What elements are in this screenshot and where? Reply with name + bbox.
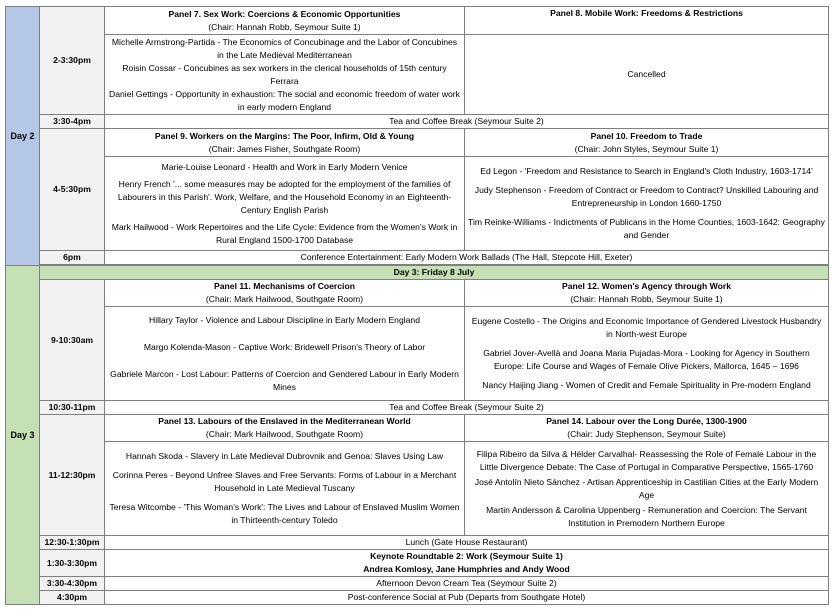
panel-title: Panel 11. Mechanisms of Coercion xyxy=(214,281,355,291)
time-slot: 6pm xyxy=(40,251,105,265)
talk: Gabriel Jover-Avellà and Joana Maria Pujadas-Mora - Looking for Agency in Southern Europe: Life Course and Wages of Female Olive Pickers, Mallorca, 1645 – 1696 xyxy=(483,348,810,371)
talk: Hannah Skoda - Slavery in Late Medieval Dubrovnik and Genoa: Slaves Using Law xyxy=(125,451,444,461)
programme-table xyxy=(5,6,829,605)
talk: Gabriele Marcon - Lost Labour: Patterns of Coercion and Gendered Labour in Early Modern Mines xyxy=(110,368,459,392)
talk: Judy Stephenson - Freedom of Contract or Freedom to Contract? Unskilled Labouring and Entrepreneurship in London 1660-1750 xyxy=(474,185,819,208)
keynote-title: Keynote Roundtable 2: Work (Seymour Suite 1) xyxy=(370,551,563,561)
post-conference-social: Post-conference Social at Pub (Departs from Southgate Hotel) xyxy=(105,591,829,605)
entertainment: Conference Entertainment: Early Modern Work Ballads (The Hall, Stepcote Hill, Exeter) xyxy=(105,251,829,265)
day-3-header: Day 3: Friday 8 July xyxy=(40,266,829,280)
time-slot: 3:30-4:30pm xyxy=(40,577,105,591)
panel-11-header xyxy=(105,280,465,307)
panel-title: Panel 9. Workers on the Margins: The Poor, Infirm, Old & Young xyxy=(154,130,415,141)
panel-title: Panel 14. Labour over the Long Durée, 1300-1900 xyxy=(546,416,747,426)
panel-chair: (Chair: Mark Hailwood, Southgate Room) xyxy=(205,294,364,304)
panel-title: Panel 12. Women's Agency through Work xyxy=(561,281,732,291)
panel-9-header xyxy=(105,129,465,157)
talk: Ed Legon - 'Freedom and Resistance to Search in England's Cloth Industry, 1603-1714' xyxy=(480,166,813,176)
lunch: Lunch (Gate House Restaurant) xyxy=(105,536,829,550)
panel-chair: (Chair: Judy Stephenson, Seymour Suite) xyxy=(567,429,726,439)
panel-9-talks xyxy=(105,157,465,251)
panel-14-talks xyxy=(465,442,829,536)
talk: Margo Kolenda-Mason - Captive Work: Bridewell Prison's Theory of Labor xyxy=(143,341,426,352)
talk: Tim Reinke-Williams - Indictments of Publicans in the Home Counties, 1603-1642: Geography and Gender xyxy=(468,217,825,240)
panel-13-header xyxy=(105,415,465,442)
panel-7-talks xyxy=(105,35,465,115)
time-slot: 2-3:30pm xyxy=(40,7,105,115)
time-slot: 3:30-4pm xyxy=(40,115,105,129)
talk: Roisin Cossar - Concubines as sex workers in the clerical households of 15th century Ferrara xyxy=(122,62,447,86)
panel-12-talks xyxy=(465,307,829,401)
day-3-label: Day 3 xyxy=(6,266,40,605)
panel-title: Panel 7. Sex Work: Coercions & Economic Opportunities xyxy=(168,8,401,19)
talk: Corinna Peres - Beyond Unfree Slaves and Free Servants: Forms of Labour in a Merchant Household in Late Medieval Tuscany xyxy=(112,470,457,493)
time-slot: 4:30pm xyxy=(40,591,105,605)
panel-10-talks xyxy=(465,157,829,251)
tea-break: Tea and Coffee Break (Seymour Suite 2) xyxy=(105,401,829,415)
panel-10-header xyxy=(465,129,829,157)
panel-11-talks xyxy=(105,307,465,401)
time-slot: 10:30-11pm xyxy=(40,401,105,415)
cream-tea: Afternoon Devon Cream Tea (Seymour Suite 2) xyxy=(105,577,829,591)
panel-title: Panel 8. Mobile Work: Freedoms & Restrictions xyxy=(550,8,743,18)
talk: Nancy Haijing Jiang - Women of Credit and Female Spirituality in Pre-modern England xyxy=(482,380,811,390)
panel-13-talks xyxy=(105,442,465,536)
time-slot: 9-10:30am xyxy=(40,280,105,401)
keynote-roundtable xyxy=(105,550,829,577)
panel-14-header xyxy=(465,415,829,442)
time-slot: 1:30-3:30pm xyxy=(40,550,105,577)
day-2-label: Day 2 xyxy=(6,7,40,266)
panel-chair: (Chair: John Styles, Seymour Suite 1) xyxy=(574,143,719,154)
time-slot: 4-5:30pm xyxy=(40,129,105,251)
panel-title: Panel 13. Labours of the Enslaved in the Mediterranean World xyxy=(158,416,411,426)
panel-chair: (Chair: Mark Hailwood, Southgate Room) xyxy=(205,429,364,439)
panel-chair: (Chair: Hannah Robb, Seymour Suite 1) xyxy=(208,21,361,32)
time-slot: 12:30-1:30pm xyxy=(40,536,105,550)
talk: Michelle Armstrong-Partida - The Economics of Concubinage and the Labor of Concubines in the Late Medieval Mediterranean xyxy=(111,36,458,60)
panel-12-header xyxy=(465,280,829,307)
talk: Hillary Taylor - Violence and Labour Discipline in Early Modern England xyxy=(148,314,420,325)
talk: José Antolín Nieto Sánchez - Artisan Apprenticeship in Castilian Cities at the Early Modern Age xyxy=(474,476,819,500)
talk: Marie-Louise Leonard - Health and Work in Early Modern Venice xyxy=(161,161,408,172)
talk: Eugene Costello - The Origins and Economic Importance of Gendered Livestock Husbandry in North-west Europe xyxy=(471,316,822,339)
talk: Mark Hailwood - Work Repertoires and the Life Cycle: Evidence from the Women's Work in Rural England 1500-1700 Database xyxy=(111,221,458,245)
tea-break: Tea and Coffee Break (Seymour Suite 2) xyxy=(105,115,829,129)
talk: Filipa Ribeiro da Silva & Hélder Carvalhal- Reassessing the Role of Female Labour in the Little Divergence Debate: The Case of Portugal in Comparative Perspective, 1565-1760 xyxy=(476,448,817,472)
panel-7-header xyxy=(105,7,465,35)
talk: Martin Andersson & Carolina Uppenberg - Remuneration and Coercion: The Servant Institution in Premodern Northern Europe xyxy=(486,504,807,528)
time-slot: 11-12:30pm xyxy=(40,415,105,536)
talk: Teresa Witcombe - 'This Woman's Work': The Lives and Labour of Enslaved Muslim Women in Thirteenth-century Toledo xyxy=(109,502,460,525)
talk: Daniel Gettings - Opportunity in exhaustion: The social and economic freedom of water work in early modern England xyxy=(109,88,460,112)
panel-chair: (Chair: James Fisher, Southgate Room) xyxy=(208,143,361,154)
panel-title: Panel 10. Freedom to Trade xyxy=(590,130,703,141)
talk: Henry French '... some measures may be adopted for the employment of the families of Labourers in this Parish'. Work, Welfare, and the Household Economy in an Eighteenth-Century English Parish xyxy=(117,178,452,215)
keynote-speakers: Andrea Komlosy, Jane Humphries and Andy Wood xyxy=(363,564,570,574)
panel-chair: (Chair: Hannah Robb, Seymour Suite 1) xyxy=(570,294,723,304)
panel-8-header xyxy=(465,7,829,35)
panel-8-status: Cancelled xyxy=(465,35,829,115)
